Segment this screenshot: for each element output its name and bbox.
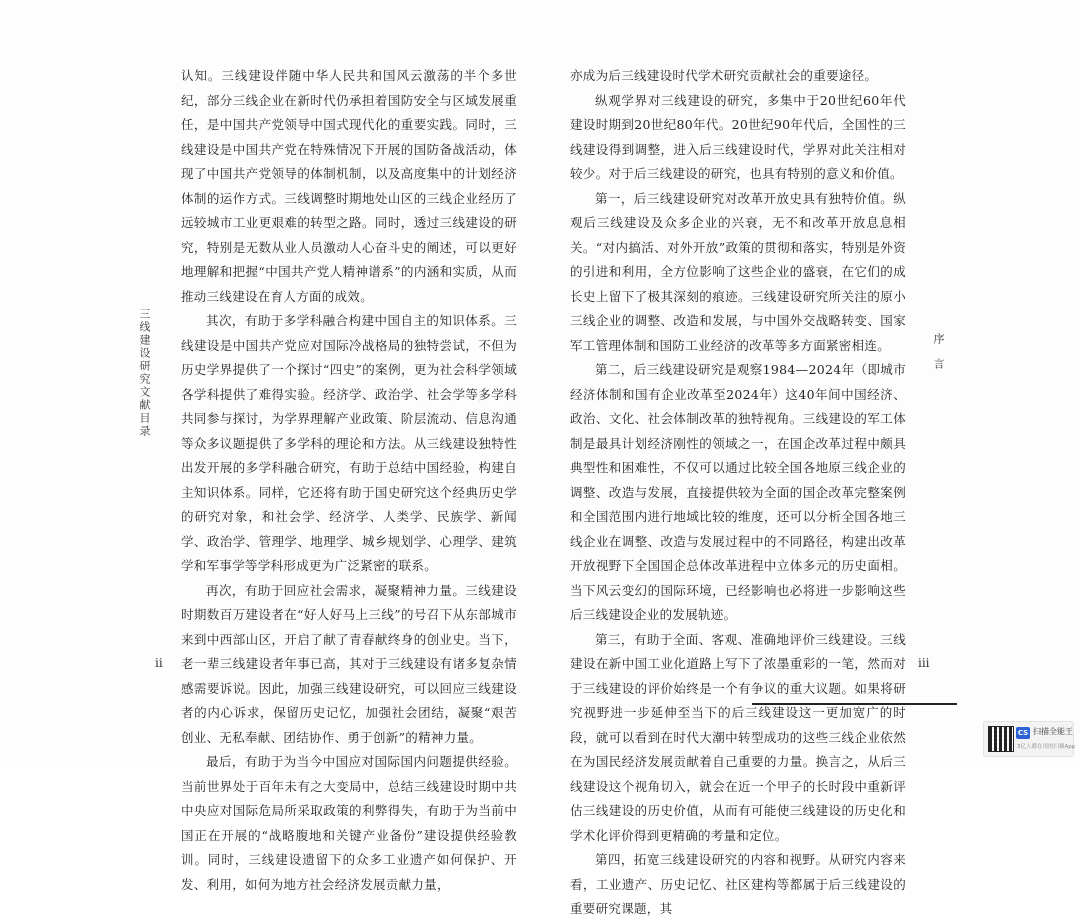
- left-page-number: ii: [155, 656, 163, 670]
- right-running-section: 序言: [932, 333, 945, 383]
- right-page-number: iii: [918, 656, 930, 670]
- right-paragraph-3: 第一，后三线建设研究对改革开放史具有独特价值。纵观后三线建设及众多企业的兴衰，无不和改革开放息息相关。“对内搞活、对外开放”政策的贯彻和落实，特别是外资的引进和利用，全方位影响了这些企业的盛衰，在它们的成长史上留下了极其深刻的痕迹。三线建设研究所关注的原小三线企业的调整、改造和发展，与中国外交战略转变、国家军工管理体制和国防工业经济的改革等多方面紧密相连。: [570, 190, 906, 353]
- left-paragraph-3: 再次，有助于回应社会需求，凝聚精神力量。三线建设时期数百万建设者在“好人好马上三线”的号召下从东部城市来到中西部山区，开启了献了青春献终身的创业史。当下，老一辈三线建设者年事已高，其对于三线建设有诸多复杂情感需要诉说。因此，加强三线建设研究，可以回应三线建设者的内心诉求，保留历史记忆，加强社会团结，凝聚“艰苦创业、无私奉献、团结协作、勇于创新”的精神力量。: [181, 582, 517, 745]
- left-paragraph-2: 其次，有助于多学科融合构建中国自主的知识体系。三线建设是中国共产党应对国际冷战格局的独特尝试，不但为历史学界提供了一个探讨“四史”的案例，更为社会科学领域各学科提供了难得实验。经济学、政治学、社会学等多学科共同参与探讨，为学界理解产业政策、阶层流动、信息沟通等众多议题提供了多学科的理论和方法。从三线建设独特性出发开展的多学科融合研究，有助于总结中国经验，构建自主知识体系。同样，它还将有助于国史研究这个经典历史学的研究对象，和社会学、经济学、人类学、民族学、新闻学、政治学、管理学、地理学、城乡规划学、心理学、建筑学和军事学等学科形成更为广泛紧密的联系。: [181, 313, 517, 573]
- right-page-body: [570, 64, 906, 916]
- left-paragraph-1: 认知。三线建设伴随中华人民共和国风云激荡的半个多世纪，部分三线企业在新时代仍承担着国防安全与区域发展重任，是中国共产党领导中国式现代化的重要实践。同时，三线建设是中国共产党在特殊情况下开展的国防备战活动，体现了中国共产党领导的体制机制，以及高度集中的计划经济体制的运作方式。三线调整时期地处山区的三线企业经历了远较城市工业更艰难的转型之路。同时，透过三线建设的研究，特别是无数从业人员激动人心奋斗史的阐述，可以更好地理解和把握“中国共产党人精神谱系”的内涵和实质，从而推动三线建设在育人方面的成效。: [181, 68, 517, 304]
- right-paragraph-6: 第四，拓宽三线建设研究的内容和视野。从研究内容来看，工业遗产、历史记忆、社区建构等都属于后三线建设的重要研究课题，其: [570, 852, 906, 916]
- left-running-title: 三线建设研究文献目录: [138, 308, 151, 438]
- bottom-rule: [752, 703, 957, 705]
- right-paragraph-4: 第二，后三线建设研究是观察1984—2024年（即城市经济体制和国有企业改革至2024年）这40年间中国经济、政治、文化、社会体制改革的独特视角。三线建设的军工体制是最具计划经济刚性的领域之一，在国企改革过程中颇具典型性和困难性，不仅可以通过比较全国各地原三线企业的调整、改造与发展，直接提供较为全面的国企改革完整案例和全国范围内进行地域比较的维度，还可以分析全国各地三线企业在调整、改造与发展过程中的不同路径，构建出改革开放视野下全国国企总体改革进程中立体多元的历史面相。当下风云变幻的国际环境，已经影响也必将进一步影响这些后三线建设企业的发展轨迹。: [570, 362, 906, 622]
- right-paragraph-5: 第三，有助于全面、客观、准确地评价三线建设。三线建设在新中国工业化道路上写下了浓墨重彩的一笔，然而对于三线建设的评价始终是一个有争议的重大议题。如果将研究视野进一步延伸至当下的后三线建设这一更加宽广的时段，就可以看到在时代大潮中转型成功的这些三线企业依然在为国民经济发展贡献着自己重要的力量。换言之，从后三线建设这个视角切入，就会在近一个甲子的长时段中重新评估三线建设的历史价值，从而有可能使三线建设的历史化和学术化评价得到更精确的考量和定位。: [570, 631, 906, 843]
- left-paragraph-4: 最后，有助于为当今中国应对国际国内问题提供经验。当前世界处于百年未有之大变局中，总结三线建设时期中共中央应对国际危局所采取政策的利弊得失，有助于为当前中国正在开展的“战略腹地和关键产业备份”建设提供经验教训。同时，三线建设遗留下的众多工业遗产如何保护、开发、利用，如何为地方社会经济发展贡献力量，: [181, 754, 517, 892]
- watermark-subtitle: 3亿人都在用的扫描App: [1017, 744, 1076, 750]
- camscanner-logo-icon: CS: [1017, 729, 1029, 737]
- right-paragraph-2: 纵观学界对三线建设的研究，多集中于20世纪60年代建设时期到20世纪80年代。20世纪90年代后，全国性的三线建设得到调整，进入后三线建设时代，学界对此关注相对较少。对于后三线建设的研究，也具有特别的意义和价值。: [570, 92, 906, 181]
- scanner-watermark: [983, 721, 1074, 757]
- right-paragraph-1: 亦成为后三线建设时代学术研究贡献社会的重要途径。: [570, 68, 878, 83]
- qr-code-icon: [988, 726, 1014, 752]
- watermark-title: 扫描全能王: [1033, 727, 1073, 736]
- left-page-body: [181, 64, 517, 892]
